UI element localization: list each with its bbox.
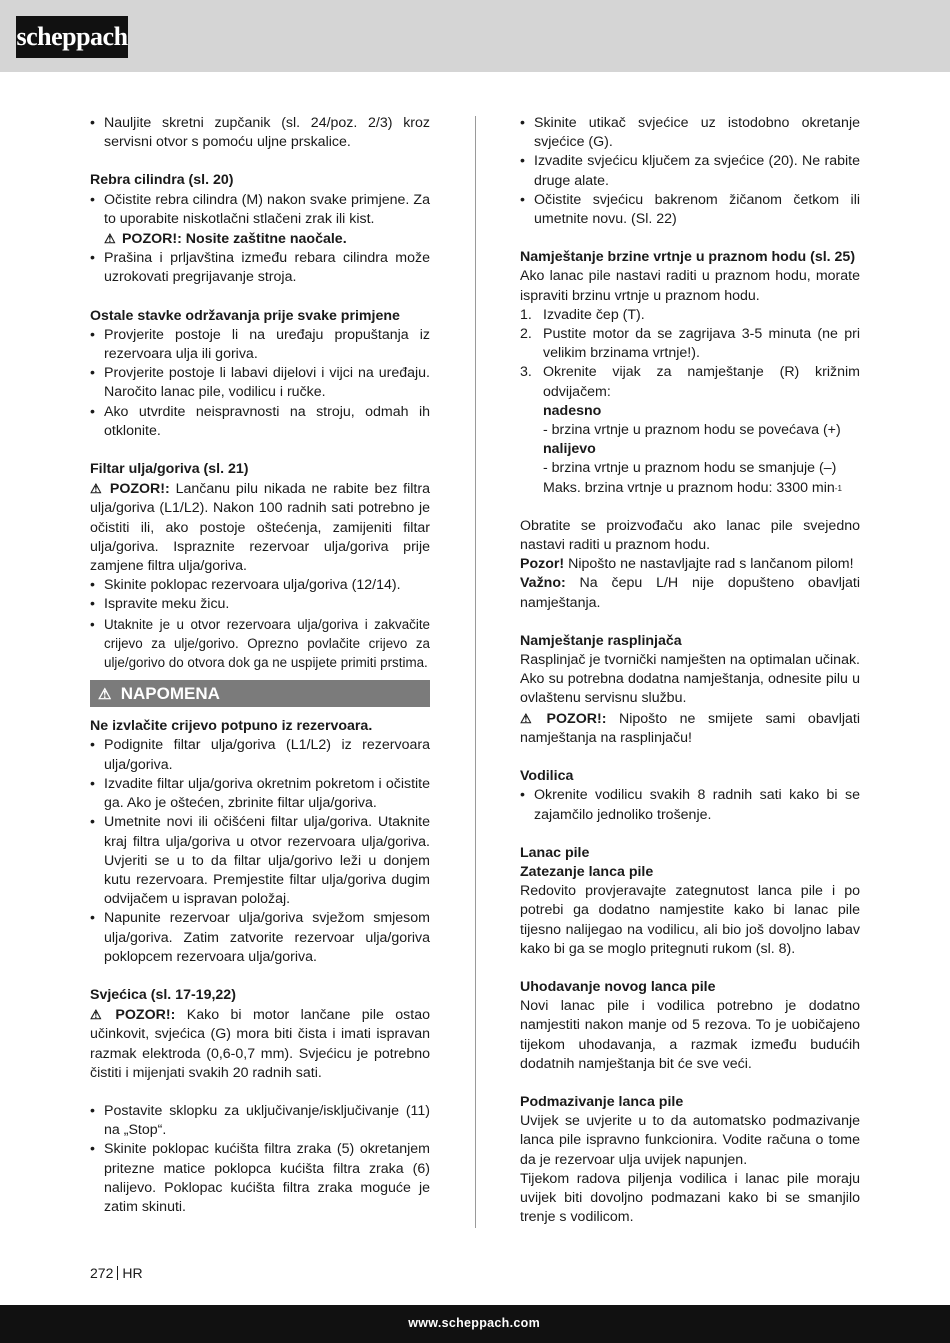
idle-steps [520, 306, 860, 498]
list-item: • Skinite poklopac kućišta filtra zraka (5) okretanjem pritezne matice poklopca kućišta filtra zraka (6) nalijevo. Poklopac kućišta filtra zraka moguće je zatim skinuti. [90, 1140, 430, 1217]
page-number: 272 [90, 1265, 114, 1281]
warning-triangle-icon: ⚠ [90, 1007, 102, 1023]
list-item: • Okrenite vodilicu svakih 8 radnih sati kako bi se zajamčilo jednoliko trošenje. [520, 786, 860, 824]
brand-logo: scheppach [16, 16, 128, 58]
list-item: • Postavite sklopku za uključivanje/isključivanje (11) na „Stop“. [90, 1102, 430, 1140]
filter-warning: ⚠ POZOR!: Lančanu pilu nikada ne rabite bez filtra ulja/goriva (L1/L2). Nakon 100 radnih sati potrebno je očistiti ili, ako postoje oštećenja, zamijeniti filtar ulja/goriva. Ispraznite rezervoar ulja/goriva prije zamjene filtra ulja/goriva. [90, 481, 430, 575]
cylinder-list [90, 191, 430, 288]
section-heading-carburetor: Namještanje rasplinjača [520, 632, 682, 649]
section-heading-chain: Lanac pile [520, 844, 590, 861]
list-item: • Skinite utikač svjećice uz istodobno okretanje svjećice (G). [520, 114, 860, 152]
list-item: • Očistite rebra cilindra (M) nakon svake primjene. Za to uporabite niskotlačni stlačeni zrak ili kist. ⚠ POZOR!: Nosite zaštitne naočale. [90, 191, 430, 250]
max-idle-speed: Maks. brzina vrtnje u praznom hodu: 3300 $\min^{-1}$ [543, 479, 842, 496]
filter-list [90, 576, 430, 672]
language-code: HR [122, 1265, 143, 1281]
list-item: • Provjerite postoje li na uređaju propuštanja iz rezervoara ulja ili goriva. [90, 326, 430, 364]
spark-plug-list-continued [520, 114, 860, 229]
carburetor-warning: ⚠ POZOR!: Nipošto ne smijete sami obavljati namještanja na rasplinjaču! [520, 710, 860, 746]
note-list [90, 736, 430, 966]
section-heading-lubrication: Podmazivanje lanca pile [520, 1093, 684, 1110]
direction-right-text: - brzina vrtnje u praznom hodu se povećava (+) [543, 422, 841, 439]
list-item: • Očistite svjećicu bakrenom žičanom četkom ili umetnite novu. (Sl. 22) [520, 191, 860, 229]
column-divider [475, 116, 476, 1228]
spark-plug-warning: ⚠ POZOR!: Kako bi motor lančane pile ostao učinkovit, svjećica (G) mora biti čista i imati ispravan razmak elektroda (0,6-0,7 mm). Svjećicu je potrebno čistiti i mijenjati svakih 20 radnih sati. [90, 1007, 430, 1081]
website-link[interactable]: www.scheppach.com [408, 1316, 540, 1330]
subheading-chain-tension: Zatezanje lanca pile [520, 863, 654, 880]
warning-triangle-icon: ⚠ [520, 710, 532, 726]
list-item: • Umetnite novi ili očišćeni filtar ulja/goriva. Utaknite kraj filtra ulja/goriva u otvor rezervoara ulja/goriva. Uvjeriti se u to da filtar ulja/gorivo leži u donjem kutu rezervoara. Premjestite filtar ulja/goriva dugim odvijačem u ispravan položaj. [90, 813, 430, 909]
separator [117, 1266, 118, 1280]
lubrication-text-1: Uvijek se uvjerite u to da automatsko podmazivanje lanca pile ispravno funkcionira. Vodite računa o tome da je rezervoar ulja uvijek napunjen. [520, 1113, 860, 1168]
list-item: • Skinite poklopac rezervoara ulja/goriva (12/14). [90, 576, 430, 595]
page-number-area [90, 1265, 143, 1281]
list-item: • Prašina i prljavština između rebara cilindra može uzrokovati pregrijavanje stroja. [90, 249, 430, 287]
section-heading-spark-plug: Svjećica (sl. 17-19,22) [90, 986, 236, 1003]
section-heading-cylinder: Rebra cilindra (sl. 20) [90, 172, 234, 189]
intro-list [90, 114, 430, 152]
warning-triangle-icon: ⚠ [98, 686, 112, 704]
list-item: • Izvadite svjećicu ključem za svjećice (20). Ne rabite druge alate. [520, 152, 860, 190]
list-item: • Utaknite je u otvor rezervoara ulja/goriva i zakvačite crijevo za ulje/gorivo. Oprezno povlačite crijevo za ulje/gorivo do otvora dok ga ne uspijete primiti prstima. [90, 615, 430, 673]
list-item: • Podignite filtar ulja/goriva (L1/L2) iz rezervoara ulja/goriva. [90, 736, 430, 774]
carburetor-text: Rasplinjač je tvornički namješten na optimalan učinak. Ako su potrebna dodatna namještanja, odnesite pilu u ovlaštenu servisnu službu. [520, 652, 860, 707]
idle-intro: Ako lanac pile nastavi raditi u praznom hodu, morate ispraviti brzinu vrtnje u praznom hodu. [520, 268, 860, 304]
section-heading-new-chain: Uhodavanje novog lanca pile [520, 978, 716, 995]
guide-bar-list [520, 786, 860, 824]
list-item: • Izvadite filtar ulja/goriva okretnim pokretom i očistite ga. Ako je oštećen, zbrinite filtar ulja/goriva. [90, 775, 430, 813]
section-heading-idle-speed: Namještanje brzine vrtnje u praznom hodu (sl. 25) [520, 249, 856, 266]
left-column [90, 114, 430, 1217]
list-item: • Napunite rezervoar ulja/goriva svježom smjesom ulja/goriva. Zatim zatvorite rezervoar ulja/goriva poklopcem rezervoara ulja/goriva. [90, 909, 430, 967]
idle-contact: Obratite se proizvođaču ako lanac pile svejedno nastavi raditi u praznom hodu. [520, 517, 860, 554]
section-heading-guide-bar: Vodilica [520, 768, 574, 785]
other-list [90, 326, 430, 441]
warning-triangle-icon: ⚠ [104, 231, 116, 247]
section-heading-other: Ostale stavke održavanja prije svake primjene [90, 307, 400, 324]
note-banner: ⚠ NAPOMENA [90, 680, 430, 707]
list-item: • Ispravite meku žicu. [90, 595, 430, 614]
step-item: 3. Okrenite vijak za namještanje (R) križnim odvijačem: nadesno - brzina vrtnje u praznom hodu se povećava (+) nalijevo - brzina vrtnje u praznom hodu se smanjuje (–) Maks. brzina vrtnje u praznom hodu: 3300 $\min^{-1}$ [520, 363, 860, 497]
direction-left: nalijevo [543, 441, 596, 458]
direction-right: nadesno [543, 402, 602, 419]
idle-caution: Pozor! Nipošto ne nastavljajte rad s lančanom pilom! [520, 556, 854, 573]
page-header [0, 0, 950, 72]
list-item: • Ako utvrdite neispravnosti na stroju, odmah ih otklonite. [90, 403, 430, 441]
step-item: 1. Izvadite čep (T). [520, 306, 645, 323]
list-item: • Nauljite skretni zupčanik (sl. 24/poz. 2/3) kroz servisni otvor s pomoću uljne prskalice. [90, 114, 430, 152]
page-footer [0, 1305, 950, 1343]
spark-plug-list [90, 1102, 430, 1217]
new-chain-text: Novi lanac pile i vodilica potrebno je dodatno namjestiti nakon manje od 5 rezova. To je uobičajeno tijekom uhodavanja, a razmak između budućih dodatnih namještanja bit će sve veći. [520, 998, 860, 1072]
lubrication-text-2: Tijekom radova piljenja vodilica i lanac pile moraju uvijek biti dovoljno podmazani kako bi se smanjilo trenje s vodilicom. [520, 1170, 860, 1226]
chain-tension-text: Redovito provjeravajte zategnutost lanca pile i po potrebi ga dodatno namjestite kako bi lanac pile tijesno nalijegao na vodilicu, ali bio još dovoljno labav kako bi ga se moglo pritegnuti rukom (sl. 8). [520, 883, 860, 957]
step-item: 2. Pustite motor da se zagrijava 3-5 minuta (ne pri velikim brzinama vrtnje!). [520, 326, 860, 362]
right-column [520, 114, 860, 1227]
list-item: • Provjerite postoje li labavi dijelovi i vijci na uređaju. Naročito lanac pile, vodilicu i ručke. [90, 364, 430, 402]
note-heading: Ne izvlačite crijevo potpuno iz rezervoara. [90, 718, 373, 735]
direction-left-text: - brzina vrtnje u praznom hodu se smanjuje (–) [543, 460, 837, 477]
idle-important: Važno: Na čepu L/H nije dopušteno obavljati namještanja. [520, 575, 860, 611]
warning-triangle-icon: ⚠ [90, 481, 102, 497]
section-heading-filter: Filtar ulja/goriva (sl. 21) [90, 461, 249, 478]
